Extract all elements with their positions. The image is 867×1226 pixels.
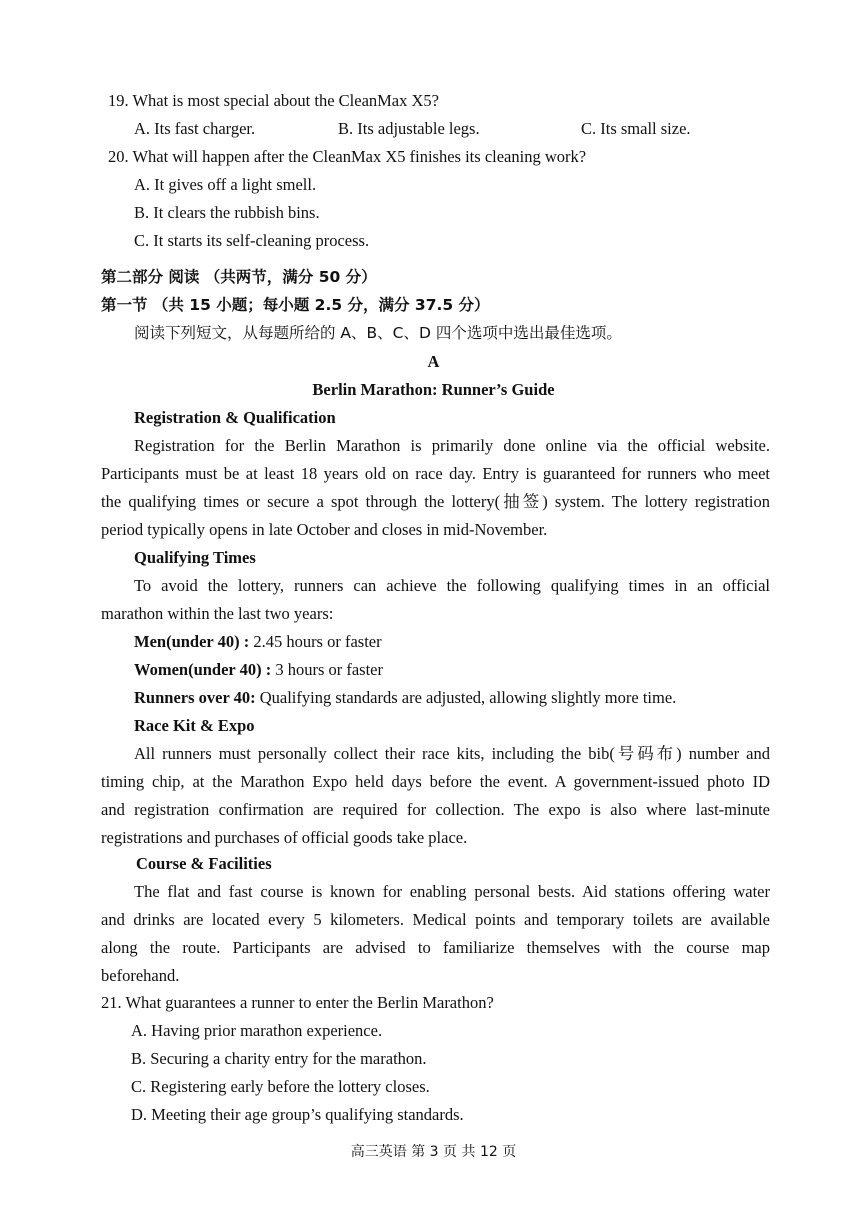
race-kit-line-4: registrations and purchases of official goods take place. [101,828,468,847]
question-21-option-b: B. Securing a charity entry for the marathon. [131,1049,427,1068]
question-19-stem: 19. What is most special about the CleanMax X5? [108,91,439,110]
men-label: Men(under 40) : [134,632,250,651]
course-line-4: beforehand. [101,966,180,985]
question-21-option-d: D. Meeting their age group’s qualifying standards. [131,1105,464,1124]
passage-letter: A [427,352,440,371]
over-40-label: Runners over 40: [134,688,256,707]
over-40-qualifying-time [134,687,676,709]
race-kit-heading: Race Kit & Expo [134,716,255,735]
question-21-option-c: C. Registering early before the lottery closes. [131,1077,430,1096]
page-footer: 高三英语 第 3 页 共 12 页 [350,1144,517,1160]
question-19-option-b: B. Its adjustable legs. [338,119,480,138]
section-one-heading: 第一节 （共 15 小题；每小题 2.5 分，满分 37.5 分） [101,296,490,314]
passage-title: Berlin Marathon: Runner’s Guide [312,380,555,399]
women-value: 3 hours or faster [271,660,384,679]
qualifying-times-line-2: marathon within the last two years: [101,604,334,623]
women-qualifying-time [134,659,383,681]
race-kit-line-2: timing chip, at the Marathon Expo held days before the event. A government-issued photo ID [101,772,770,791]
question-21-stem: 21. What guarantees a runner to enter the Berlin Marathon? [101,993,494,1012]
over-40-value: Qualifying standards are adjusted, allowing slightly more time. [255,688,677,707]
question-21-option-a: A. Having prior marathon experience. [131,1021,383,1040]
question-20-option-c: C. It starts its self-cleaning process. [134,231,370,250]
course-line-1: The flat and fast course is known for enabling personal bests. Aid stations offering water [134,882,770,901]
qualifying-times-line-1: To avoid the lottery, runners can achieve the following qualifying times in an official [134,576,770,595]
question-20-option-a: A. It gives off a light smell. [134,175,317,194]
women-label: Women(under 40) : [134,660,272,679]
registration-line-3: the qualifying times or secure a spot through the lottery(抽签) system. The lottery registration [101,492,770,511]
part-two-heading: 第二部分 阅读 （共两节，满分 50 分） [101,268,377,286]
registration-line-2: Participants must be at least 18 years old on race day. Entry is guaranteed for runners who meet [101,464,770,483]
men-value: 2.45 hours or faster [249,632,382,651]
question-20-option-b: B. It clears the rubbish bins. [134,203,320,222]
reading-instructions: 阅读下列短文，从每题所给的 A、B、C、D 四个选项中选出最佳选项。 [134,324,622,342]
race-kit-line-1: All runners must personally collect their race kits, including the bib(号码布) number and [134,744,770,763]
race-kit-line-3: and registration confirmation are required for collection. The expo is also where last-minute [101,800,770,819]
question-19-option-a: A. Its fast charger. [134,119,256,138]
course-heading: Course & Facilities [136,854,272,873]
course-line-3: along the route. Participants are advised to familiarize themselves with the course map [101,938,770,957]
registration-line-4: period typically opens in late October and closes in mid-November. [101,520,548,539]
registration-line-1: Registration for the Berlin Marathon is primarily done online via the official website. [134,436,770,455]
course-line-2: and drinks are located every 5 kilometers. Medical points and temporary toilets are available [101,910,770,929]
question-19-option-c: C. Its small size. [581,119,691,138]
registration-heading: Registration & Qualification [134,408,336,427]
men-qualifying-time [134,631,382,653]
question-20-stem: 20. What will happen after the CleanMax X5 finishes its cleaning work? [108,147,587,166]
qualifying-times-heading: Qualifying Times [134,548,256,567]
